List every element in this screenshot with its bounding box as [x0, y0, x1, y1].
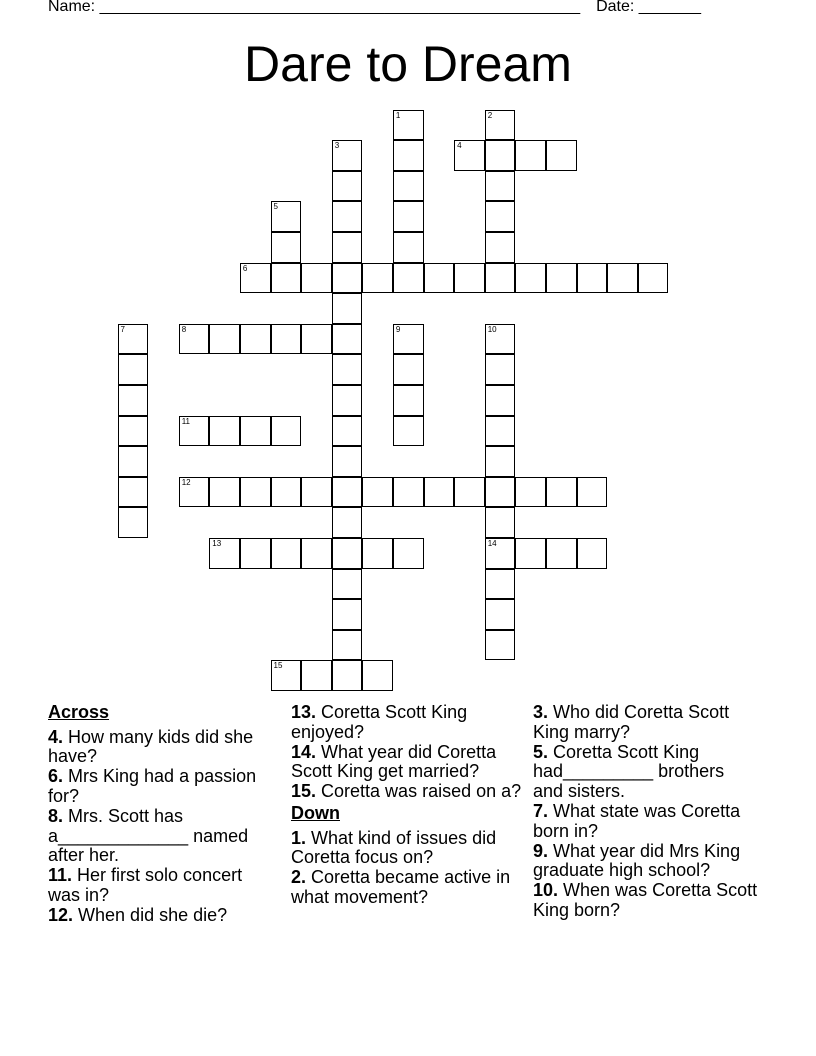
page-title: Dare to Dream [244, 36, 572, 92]
crossword-cell[interactable] [332, 140, 363, 171]
clue-text: When was Coretta Scott King born? [533, 880, 758, 920]
crossword-cell[interactable] [515, 263, 546, 294]
crossword-cell[interactable] [485, 324, 516, 355]
clue-item [291, 703, 526, 742]
crossword-cell[interactable] [485, 385, 516, 416]
clue-text: How many kids did she have? [48, 726, 254, 767]
crossword-cell[interactable] [118, 354, 149, 385]
cell-number: 9 [395, 324, 401, 334]
clue-number: 4. [48, 726, 64, 747]
clue-item [48, 767, 278, 806]
crossword-cell[interactable] [301, 263, 332, 294]
crossword-cell[interactable] [485, 263, 516, 294]
crossword-cell[interactable] [546, 477, 577, 508]
cell-number: 6 [242, 263, 248, 273]
clue-item [291, 782, 526, 802]
crossword-cell[interactable] [515, 538, 546, 569]
crossword-cell[interactable] [393, 171, 424, 202]
crossword-cell[interactable] [577, 538, 608, 569]
crossword-cell[interactable] [271, 324, 302, 355]
crossword-cell[interactable] [393, 385, 424, 416]
crossword-cell[interactable] [485, 171, 516, 202]
crossword-cell[interactable] [332, 477, 363, 508]
crossword-cell[interactable] [454, 477, 485, 508]
clue-number: 13. [291, 702, 317, 722]
clue-item [48, 807, 278, 866]
crossword-cell[interactable] [485, 140, 516, 171]
crossword-cell[interactable] [393, 110, 424, 141]
crossword-cell[interactable] [393, 416, 424, 447]
cell-number: 10 [487, 324, 497, 334]
crossword-cell[interactable] [638, 263, 669, 294]
crossword-cell[interactable] [209, 477, 240, 508]
crossword-cell[interactable] [240, 416, 271, 447]
crossword-cell[interactable] [393, 354, 424, 385]
clue-text: Who did Coretta Scott King marry? [533, 702, 730, 742]
cell-number: 12 [181, 477, 191, 487]
clue-item [533, 881, 758, 920]
clue-number: 7. [533, 800, 549, 821]
crossword-cell[interactable] [546, 263, 577, 294]
cell-number: 11 [181, 416, 190, 426]
crossword-cell[interactable] [515, 477, 546, 508]
clues-column-2 [291, 703, 526, 908]
clue-item [48, 866, 278, 905]
cell-number: 13 [212, 538, 222, 548]
crossword-cell[interactable] [118, 477, 149, 508]
crossword-cell[interactable] [179, 416, 210, 447]
clue-number: 12. [48, 904, 74, 925]
crossword-cell[interactable] [332, 232, 363, 263]
crossword-cell[interactable] [607, 263, 638, 294]
clue-item [48, 906, 278, 926]
crossword-cell[interactable] [577, 477, 608, 508]
crossword-cell[interactable] [332, 385, 363, 416]
crossword-cell[interactable] [332, 660, 363, 691]
clue-number: 2. [291, 867, 307, 888]
across-heading: Across [48, 702, 110, 722]
crossword-cell[interactable] [301, 477, 332, 508]
clue-item [533, 743, 758, 802]
clue-text: What state was Coretta born in? [533, 800, 741, 841]
crossword-cell[interactable] [362, 538, 393, 569]
clue-number: 14. [291, 741, 317, 762]
crossword-cell[interactable] [485, 507, 516, 538]
crossword-cell[interactable] [485, 630, 516, 661]
crossword-cell[interactable] [209, 324, 240, 355]
crossword-cell[interactable] [209, 416, 240, 447]
crossword-cell[interactable] [179, 477, 210, 508]
clue-item [48, 728, 278, 767]
crossword-cell[interactable] [332, 507, 363, 538]
clues-column-3 [533, 703, 758, 921]
crossword-cell[interactable] [485, 599, 516, 630]
clue-text: Coretta was raised on a? [316, 781, 522, 802]
clue-item [533, 703, 758, 742]
crossword-cell[interactable] [301, 660, 332, 691]
clue-item [291, 868, 526, 907]
clue-item [291, 829, 526, 868]
date-field[interactable]: Date: _______ [596, 0, 702, 15]
crossword-cell[interactable] [485, 416, 516, 447]
crossword-cell[interactable] [332, 599, 363, 630]
crossword-cell[interactable] [209, 538, 240, 569]
crossword-cell[interactable] [546, 140, 577, 171]
crossword-cell[interactable] [362, 263, 393, 294]
cell-number: 5 [273, 202, 278, 212]
crossword-cell[interactable] [332, 416, 363, 447]
clue-item [533, 842, 758, 881]
crossword-cell[interactable] [362, 477, 393, 508]
clue-number: 15. [291, 781, 317, 802]
crossword-cell[interactable] [118, 446, 149, 477]
crossword-cell[interactable] [424, 263, 455, 294]
clue-text: Coretta Scott King enjoyed? [291, 702, 468, 742]
crossword-cell[interactable] [332, 293, 363, 324]
cell-number: 4 [457, 141, 462, 151]
crossword-cell[interactable] [393, 324, 424, 355]
crossword-cell[interactable] [577, 263, 608, 294]
clue-text: Coretta became active in what movement? [291, 867, 511, 907]
crossword-cell[interactable] [485, 569, 516, 600]
cell-number: 1 [395, 110, 401, 120]
clue-text: Coretta Scott King had_________ brothers and sisters. [533, 741, 725, 801]
clue-number: 10. [533, 880, 559, 901]
crossword-cell[interactable] [485, 110, 516, 141]
crossword-cell[interactable] [118, 385, 149, 416]
clue-text: Mrs King had a passion for? [48, 766, 257, 806]
crossword-cell[interactable] [118, 324, 149, 355]
crossword-cell[interactable] [332, 263, 363, 294]
down-heading: Down [291, 802, 340, 823]
clue-number: 5. [533, 741, 549, 762]
crossword-cell[interactable] [485, 446, 516, 477]
cell-number: 8 [181, 324, 187, 334]
crossword-cell[interactable] [240, 324, 271, 355]
crossword-cell[interactable] [485, 201, 516, 232]
cell-number: 7 [120, 324, 125, 334]
crossword-cell[interactable] [240, 538, 271, 569]
name-field[interactable]: Name: ______________________________________________________ [48, 0, 581, 15]
crossword-cell[interactable] [332, 324, 363, 355]
cell-number: 15 [273, 661, 283, 671]
crossword-cell[interactable] [393, 201, 424, 232]
crossword-cell[interactable] [332, 201, 363, 232]
clue-number: 8. [48, 805, 64, 826]
crossword-cell[interactable] [332, 538, 363, 569]
crossword-cell[interactable] [240, 263, 271, 294]
clue-text: When did she die? [73, 904, 228, 925]
crossword-cell[interactable] [515, 140, 546, 171]
crossword-cell[interactable] [362, 660, 393, 691]
clue-text: Mrs. Scott has a_____________ named after her. [48, 805, 249, 866]
clue-text: What kind of issues did Coretta focus on? [291, 827, 497, 868]
crossword-cell[interactable] [301, 538, 332, 569]
crossword-cell[interactable] [271, 416, 302, 447]
clue-number: 1. [291, 827, 307, 848]
clue-number: 11. [48, 865, 73, 886]
crossword-cell[interactable] [454, 263, 485, 294]
crossword-cell[interactable] [271, 232, 302, 263]
crossword-cell[interactable] [393, 232, 424, 263]
crossword-cell[interactable] [485, 538, 516, 569]
crossword-cell[interactable] [332, 569, 363, 600]
clue-text: Her first solo concert was in? [48, 865, 243, 905]
cell-number: 2 [487, 110, 493, 120]
crossword-cell[interactable] [393, 477, 424, 508]
crossword-cell[interactable] [332, 630, 363, 661]
crossword-cell[interactable] [271, 263, 302, 294]
crossword-cell[interactable] [546, 538, 577, 569]
cell-number: 14 [487, 538, 497, 548]
crossword-cell[interactable] [271, 201, 302, 232]
crossword-cell[interactable] [485, 354, 516, 385]
crossword-cell[interactable] [393, 263, 424, 294]
crossword-cell[interactable] [485, 232, 516, 263]
crossword-cell[interactable] [485, 477, 516, 508]
clue-text: What year did Mrs King graduate high school? [533, 840, 741, 881]
crossword-cell[interactable] [301, 324, 332, 355]
crossword-cell[interactable] [454, 140, 485, 171]
clue-item [533, 802, 758, 841]
crossword-cell[interactable] [332, 171, 363, 202]
crossword-cell[interactable] [271, 660, 302, 691]
clue-text: What year did Coretta Scott King get married? [291, 741, 497, 782]
clue-number: 9. [533, 840, 549, 861]
cell-number: 3 [334, 141, 340, 151]
crossword-cell[interactable] [179, 324, 210, 355]
crossword-cell[interactable] [332, 446, 363, 477]
crossword-cell[interactable] [332, 354, 363, 385]
crossword-cell[interactable] [118, 416, 149, 447]
crossword-cell[interactable] [424, 477, 455, 508]
clue-number: 3. [533, 702, 549, 722]
crossword-cell[interactable] [393, 538, 424, 569]
crossword-cell[interactable] [271, 477, 302, 508]
crossword-cell[interactable] [271, 538, 302, 569]
clue-item [291, 743, 526, 782]
crossword-cell[interactable] [118, 507, 149, 538]
crossword-cell[interactable] [240, 477, 271, 508]
clue-number: 6. [48, 766, 64, 787]
clues-column-1 [48, 703, 278, 926]
crossword-cell[interactable] [393, 140, 424, 171]
